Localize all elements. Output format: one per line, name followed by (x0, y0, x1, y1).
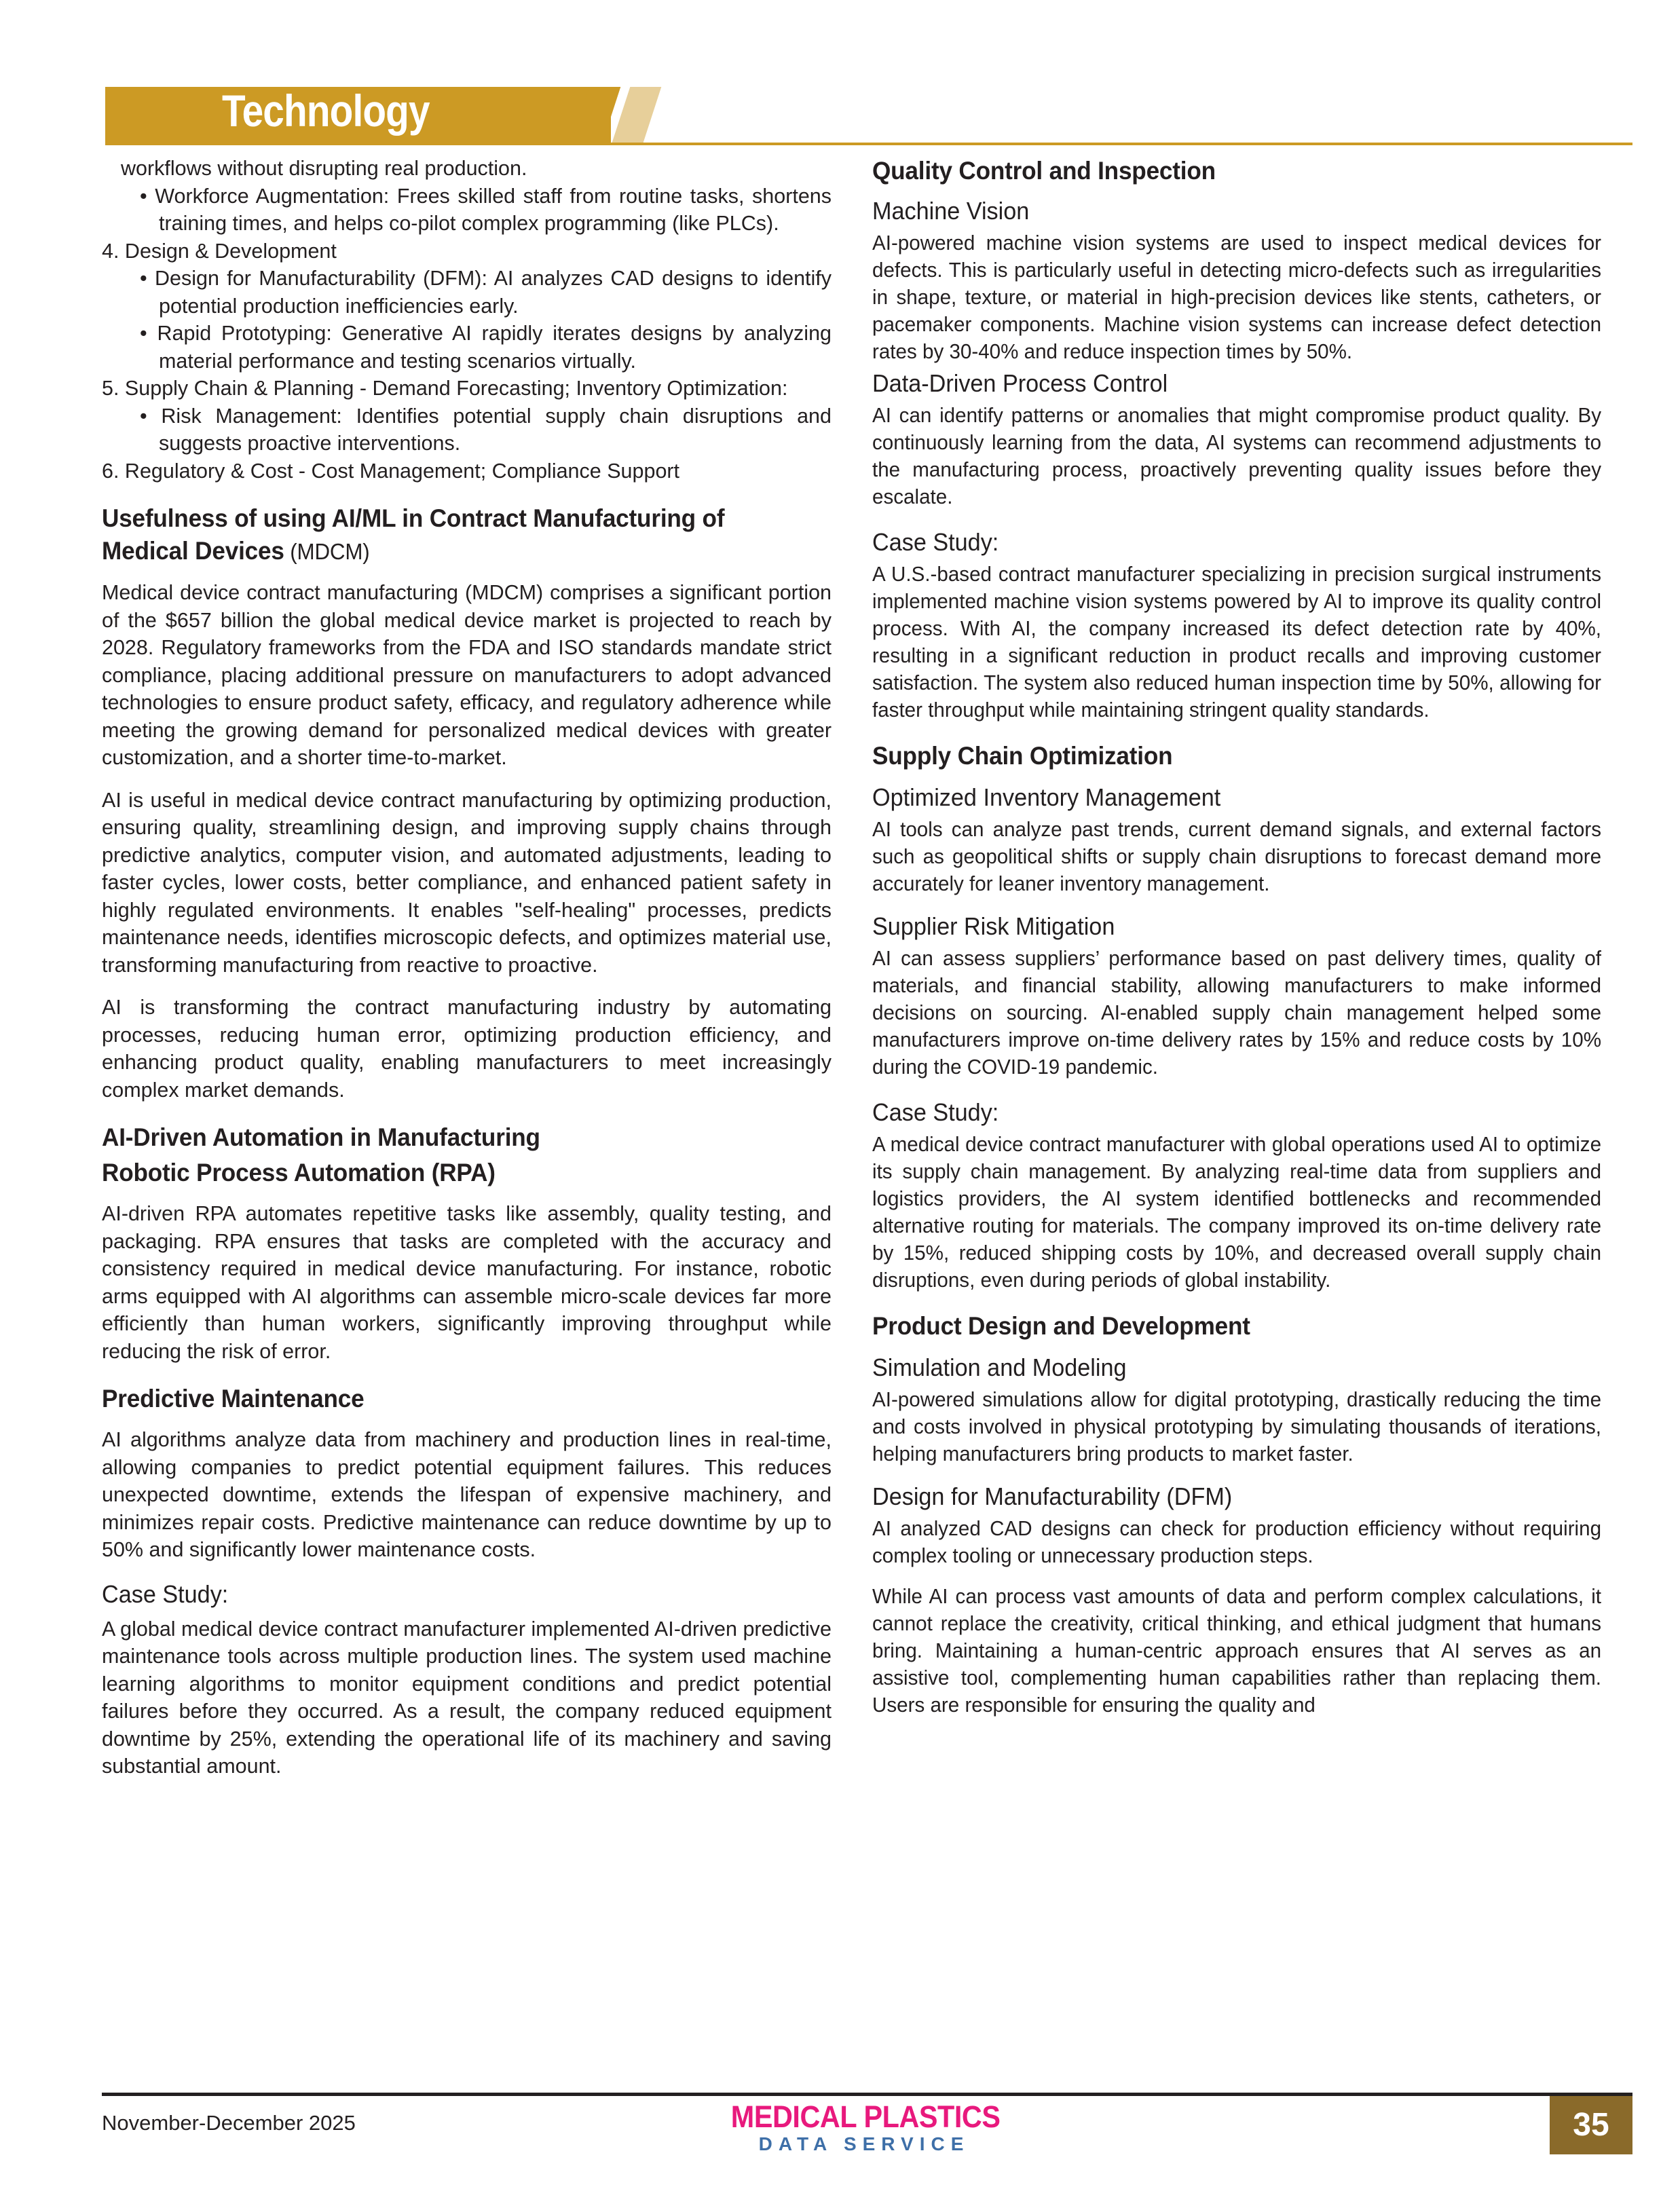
logo-medical-plastics: MEDICAL PLASTICS (730, 2099, 1001, 2134)
paragraph-simulation-modeling: AI-powered simulations allow for digital prototyping, drastically reducing the time and costs involved in physical prototyping by simulating thousands of iterations, helping manufacturers bring products to market faster. (872, 1388, 1602, 1465)
list-item (102, 320, 832, 375)
heading-case-study-supply-chain: Case Study: (872, 1098, 999, 1126)
paragraph-ai-usefulness: AI is useful in medical device contract manufacturing by optimizing production, ensuring quality, streamlining design, and improving supply chains through predictive analytics, computer vision, and automated adjustments, leading to faster cycles, lower costs, better compliance, and enhanced patient safety in highly regulated environments. It enables "self-healing" processes, predicts maintenance needs, identifies microscopic defects, and optimizes material use, transforming manufacturing from reactive to proactive. (102, 788, 832, 977)
paragraph-closing: While AI can process vast amounts of data and perform complex calculations, it cannot replace the creativity, critical thinking, and ethical judgment that humans bring. Maintaining a human-centric approach ensures that AI serves as an assistive tool, complementing human capabilities rather than replacing them. Users are responsible for ensuring the quality and (872, 1585, 1602, 1717)
heading-case-study-predictive: Case Study: (102, 1579, 229, 1608)
bullet-marker: • (140, 184, 155, 208)
masthead-slash-secondary (612, 87, 662, 143)
heading-product-design-development: Product Design and Development (872, 1312, 1250, 1340)
paragraph-predictive-maintenance: AI algorithms analyze data from machinery and production lines in real-time, allowing companies to predict potential equipment failures. This reduces unexpected downtime, extends the lifespan of expensive machinery, and minimizes repair costs. Predictive maintenance can reduce downtime by up to 50% and significantly lower maintenance costs. (102, 1428, 832, 1561)
bullet-marker: • (140, 322, 157, 345)
publication-logo (720, 2101, 1005, 2156)
heading-supply-chain-optimization: Supply Chain Optimization (872, 742, 1173, 770)
paragraph-ai-transforming: AI is transforming the contract manufacturing industry by automating processes, reducing human error, optimizing production efficiency, and enhancing product quality, enabling manufacturers to meet increasingly complex market demands. (102, 996, 832, 1102)
list-item-text: Workforce Augmentation: Frees skilled staff from routine tasks, shortens training times, and helps co-pilot complex programming (like PLCs). (155, 184, 832, 235)
heading-ai-driven-automation: AI-Driven Automation in Manufacturing (102, 1123, 540, 1151)
page-category-title: Technology (222, 86, 430, 136)
heading-case-study-quality: Case Study: (872, 528, 999, 556)
heading-quality-control: Quality Control and Inspection (872, 157, 1216, 185)
left-column (102, 155, 832, 1780)
heading-data-driven-process-control: Data-Driven Process Control (872, 369, 1168, 397)
list-item-text: Rapid Prototyping: Generative AI rapidly iterates designs by analyzing material performance and testing scenarios virtually. (157, 322, 832, 373)
page-number-badge: 35 (1550, 2096, 1632, 2154)
heading-supplier-risk-mitigation: Supplier Risk Mitigation (872, 912, 1115, 940)
heading-optimized-inventory-management: Optimized Inventory Management (872, 783, 1221, 811)
numbered-item-number: 4. (102, 239, 119, 263)
paragraph-case-study-predictive: A global medical device contract manufacturer implemented AI-driven predictive maintenance tools across multiple production lines. The system used machine learning algorithms to monitor equipment conditions and predict potential failures before they occurred. As a result, the company reduced equipment downtime by 25%, extending the operational life of its machinery and saving substantial amount. (102, 1617, 832, 1778)
paragraph-mdcm-market: Medical device contract manufacturing (MDCM) comprises a significant portion of the $657 billion the global medical device market is projected to reach by 2028. Regulatory frameworks from the FDA and ISO standards mandate strict compliance, placing additional pressure on manufacturers to adopt advanced technologies to ensure product safety, efficacy, and regulatory adherence while meeting the growing demand for personalized medical devices with greater customization, and a shorter time-to-market. (102, 581, 832, 769)
section-masthead (105, 87, 1632, 143)
logo-data-service: DATA SERVICE (758, 2133, 970, 2154)
continued-paragraph: workflows without disrupting real production. (121, 157, 527, 180)
numbered-item-text: Supply Chain & Planning - Demand Forecasting; Inventory Optimization: (124, 377, 788, 400)
paragraph-supplier-risk: AI can assess suppliers’ performance based on past delivery times, quality of materials, and financial stability, allowing manufacturers to make informed decisions on sourcing. AI-enabled supply chain management helped some manufacturers improve on-time delivery rates by 15% and reduce costs by 10% during the COVID-19 pandemic. (872, 947, 1602, 1079)
paragraph-case-study-quality: A U.S.-based contract manufacturer specializing in precision surgical instruments implemented machine vision systems powered by AI to improve its quality control process. With AI, the company increased its defect detection rate by 40%, resulting in a significant reduction in product recalls and improving customer satisfaction. The system also reduced human inspection time by 50%, allowing for faster throughput while maintaining stringent quality standards. (872, 563, 1602, 722)
numbered-item-number: 5. (102, 377, 119, 400)
footer-divider (102, 2093, 1632, 2096)
heading-usefulness (102, 502, 795, 568)
right-column (872, 155, 1602, 1732)
paragraph-rpa: AI-driven RPA automates repetitive tasks like assembly, quality testing, and packaging. RPA ensures that tasks are completed with the accuracy and consistency required in medical device manufacturing. For instance, robotic arms equipped with AI algorithms can assemble micro-scale devices far more efficiently than human workers, significantly improving throughput while reducing the risk of error. (102, 1202, 832, 1363)
list-item (102, 183, 832, 238)
bullet-marker: • (140, 267, 155, 290)
paragraph-case-study-supply-chain: A medical device contract manufacturer with global operations used AI to optimize its supply chain management. By analyzing real-time data from suppliers and logistics providers, the AI system identified bottlenecks and recommended alternative routing for materials. The company improved its on-time delivery rate by 15%, reduced shipping costs by 10%, and decreased overall supply chain disruptions, even during periods of global instability. (872, 1133, 1602, 1292)
numbered-item-number: 6. (102, 459, 119, 483)
heading-usefulness-abbrev: (MDCM) (284, 539, 370, 564)
paragraph-optimized-inventory: AI tools can analyze past trends, current demand signals, and external factors such as geopolitical shifts or supply chain disruptions to forecast demand more accurately for leaner inventory management. (872, 818, 1602, 895)
bullet-marker: • (140, 404, 162, 428)
paragraph-machine-vision: AI-powered machine vision systems are used to inspect medical devices for defects. This is particularly useful in detecting micro-defects such as irregularities in shape, texture, or material in high-precision devices like stents, catheters, or pacemaker components. Machine vision systems can increase defect detection rates by 30-40% and reduce inspection times by 50%. (872, 231, 1602, 363)
paragraph-dfm: AI analyzed CAD designs can check for production efficiency without requiring complex tooling or unnecessary production steps. (872, 1517, 1602, 1567)
heading-design-for-manufacturability: Design for Manufacturability (DFM) (872, 1482, 1233, 1510)
list-item-text: Risk Management: Identifies potential supply chain disruptions and suggests proactive interventions. (159, 404, 832, 455)
heading-simulation-modeling: Simulation and Modeling (872, 1353, 1127, 1381)
heading-predictive-maintenance: Predictive Maintenance (102, 1385, 365, 1412)
heading-usefulness-bold: Usefulness of using AI/ML in Contract Manufacturing of Medical Devices (102, 504, 725, 565)
list-item (102, 265, 832, 320)
list-item-text: Design for Manufacturability (DFM): AI analyzes CAD designs to identify potential production inefficiencies early. (155, 267, 832, 318)
numbered-item (102, 375, 832, 403)
list-item (102, 403, 832, 457)
numbered-item (102, 238, 832, 265)
heading-robotic-process-automation: Robotic Process Automation (RPA) (102, 1159, 496, 1186)
masthead-underline (105, 143, 1632, 145)
numbered-item (102, 457, 832, 485)
paragraph-data-driven-process-control: AI can identify patterns or anomalies that might compromise product quality. By continuously learning from the data, AI systems can recommend adjustments to the manufacturing process, proactively preventing quality issues before they escalate. (872, 404, 1602, 508)
numbered-item-text: Regulatory & Cost - Cost Management; Compliance Support (124, 459, 680, 483)
numbered-item-text: Design & Development (124, 239, 337, 263)
heading-machine-vision: Machine Vision (872, 197, 1030, 225)
footer-issue-date: November-December 2025 (102, 2111, 356, 2135)
